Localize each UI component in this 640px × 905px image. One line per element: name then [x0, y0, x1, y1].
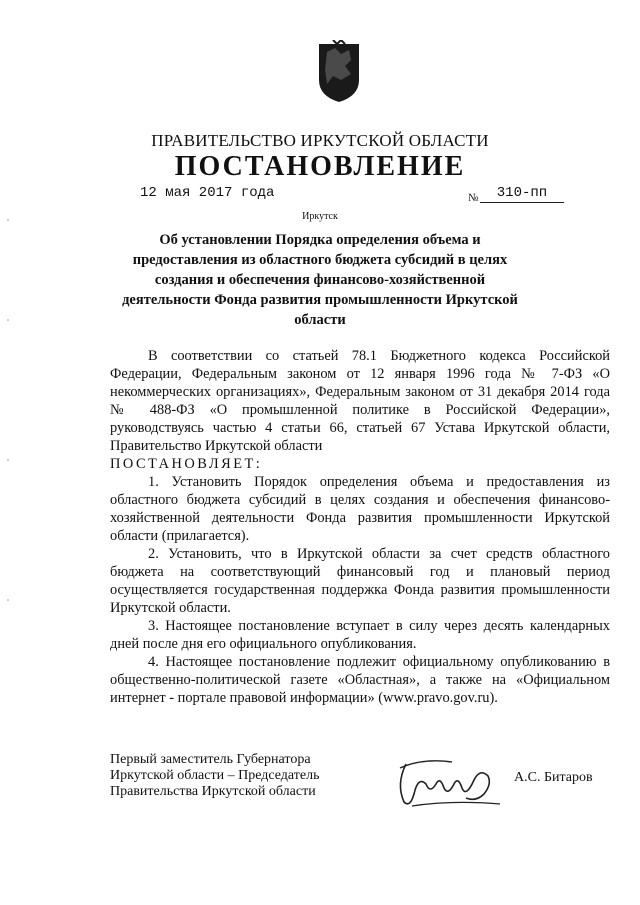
role-line: Иркутской области – Председатель — [110, 768, 320, 783]
signatory-position — [110, 752, 319, 800]
preamble: В соответствии со статьей 78.1 Бюджетного кодекса Российской Федерации, Федеральным законом от 12 января 1996 года № 7-ФЗ «О некоммерческих организациях», Федеральным законом от 31 декабря 2014 года № 488-ФЗ «О промышленной политике в Российской Федерации», руководствуясь частью 4 статьи 66, статьей 67 Устава Иркутской области, Правительство Иркутской области — [110, 348, 610, 454]
scan-margin-marks — [6, 200, 10, 680]
resolves-word: ПОСТАНОВЛЯЕТ: — [110, 456, 263, 472]
document-type: ПОСТАНОВЛЕНИЕ — [174, 151, 466, 182]
role-line: Правительства Иркутской области — [110, 784, 316, 799]
document-number: 310-пп — [496, 185, 548, 201]
city: Иркутск — [302, 211, 338, 222]
item-3: 3. Настоящее постановление вступает в силу через десять календарных дней после дня его официального опубликования. — [110, 618, 610, 652]
number-underline — [480, 202, 564, 203]
role-line: Первый заместитель Губернатора — [110, 752, 311, 767]
signer-name: А.С. Битаров — [514, 770, 593, 785]
handwritten-signature-icon — [392, 754, 504, 810]
item-4: 4. Настоящее постановление подлежит официальному опубликованию в общественно-политической газете «Областная», а также на «Официальном интернет - портале правовой информации» (www.pravo.gov.ru). — [110, 654, 610, 706]
coat-of-arms-icon — [317, 40, 361, 104]
document-body — [110, 347, 610, 707]
government-name: ПРАВИТЕЛЬСТВО ИРКУТСКОЙ ОБЛАСТИ — [151, 131, 489, 150]
document-date: 12 мая 2017 года — [140, 185, 275, 201]
number-label: № — [468, 192, 479, 204]
item-2: 2. Установить, что в Иркутской области за счет средств областного бюджета на соответствующий финансовый год и плановый период осуществляется государственная поддержка Фонда развития промышленности Иркутской области. — [110, 546, 610, 616]
document-subject: Об установлении Порядка определения объема и предоставления из областного бюджета субсидий в целях создания и обеспечения финансово-хозяйственной деятельности Фонда развития промышленности Иркутской области — [122, 232, 518, 328]
item-1: 1. Установить Порядок определения объема и предоставления из областного бюджета субсидий в целях создания и обеспечения финансово-хозяйственной деятельности Фонда развития промышленности Иркутской области (прилагается). — [110, 474, 610, 544]
